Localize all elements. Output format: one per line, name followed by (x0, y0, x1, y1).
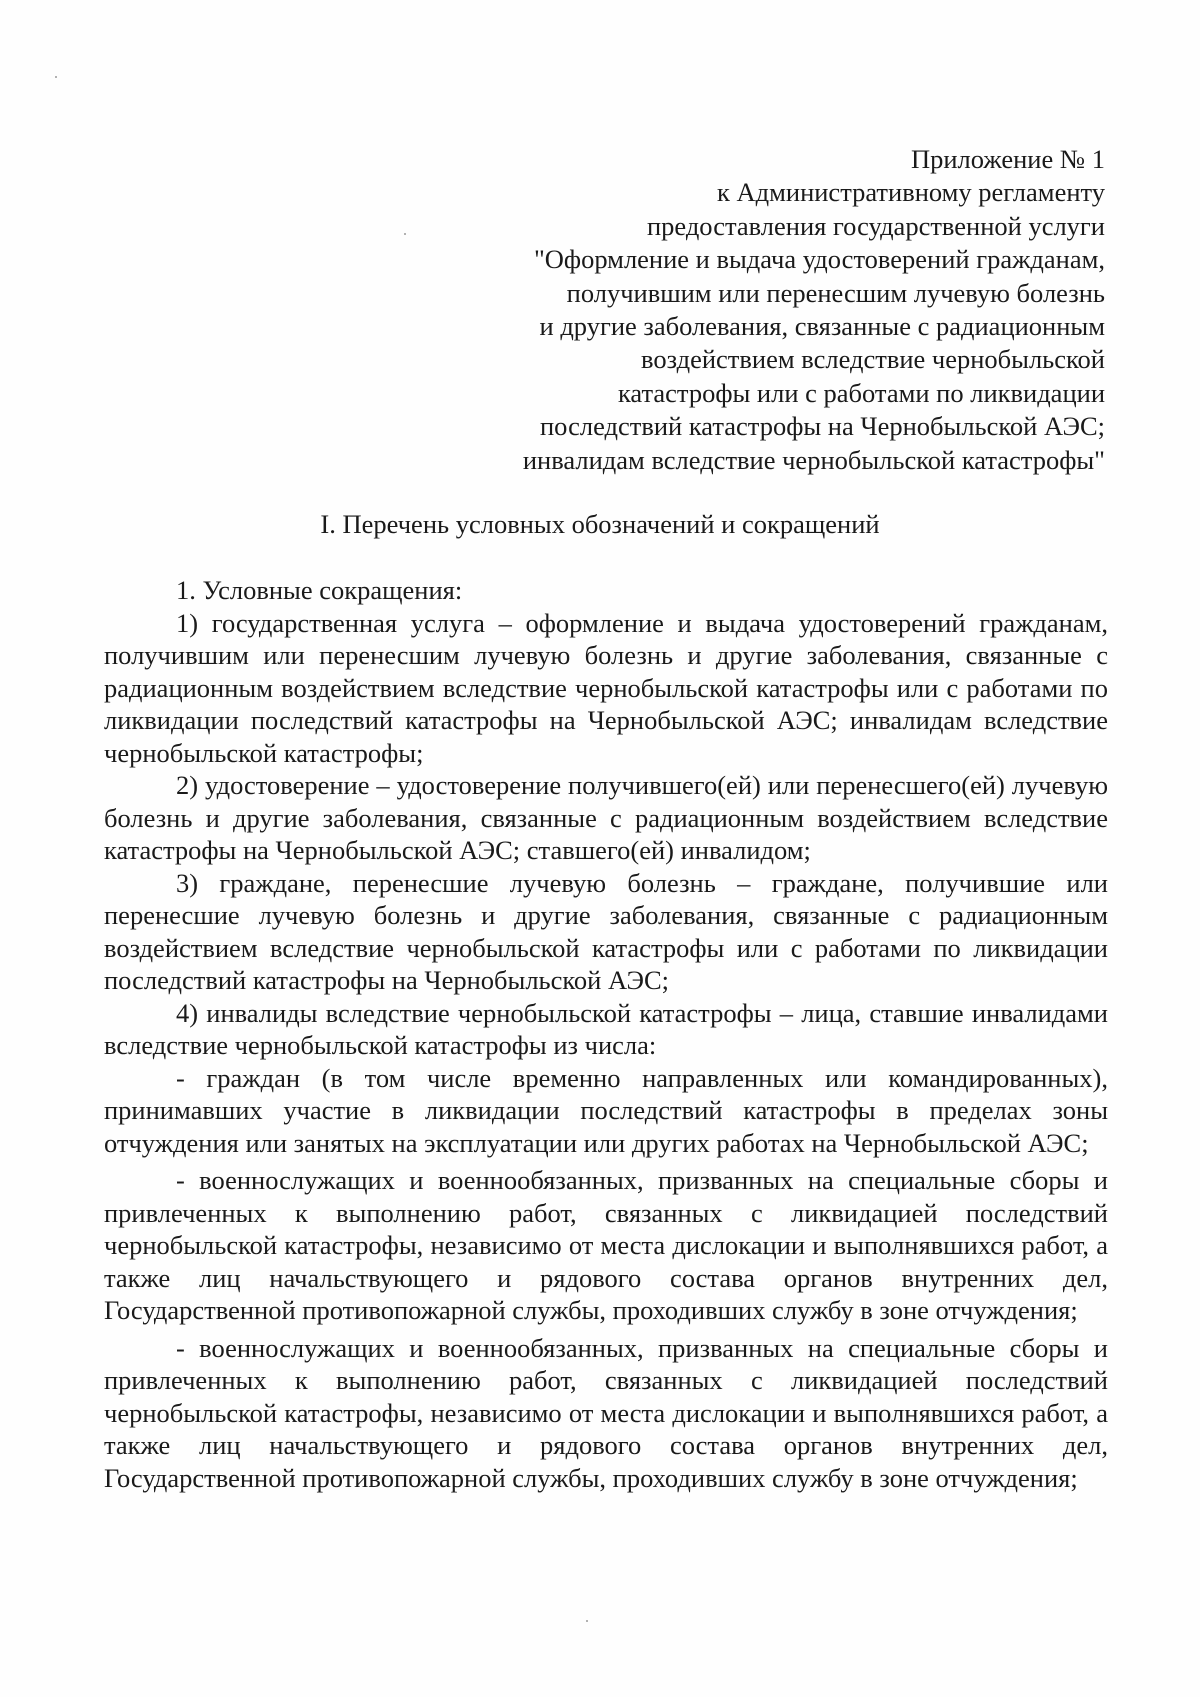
section-heading: I. Перечень условных обозначений и сокращений (320, 509, 880, 539)
appendix-header (405, 143, 1105, 477)
abbreviations-heading: 1. Условные сокращения: (176, 575, 463, 605)
definition-paragraph: 3) граждане, перенесшие лучевую болезнь – граждане, получившие или перенесшие лучевую болезнь и другие заболевания, связанные с радиационным воздействием вследствие чернобыльской катастрофы или с работами по ликвидации последствий катастрофы на Чернобыльской АЭС; (104, 867, 1108, 995)
appendix-header-line: катастрофы или с работами по ликвидации (617, 377, 1105, 408)
document-body (104, 574, 1108, 1494)
appendix-header-line: и другие заболевания, связанные с радиационным (539, 311, 1105, 342)
appendix-header-line: последствий катастрофы на Чернобыльской АЭС; (540, 411, 1105, 442)
appendix-header-line: инвалидам вследствие чернобыльской катастрофы" (522, 444, 1105, 475)
appendix-number: Приложение № 1 (910, 144, 1105, 174)
appendix-header-line: воздействием вследствие чернобыльской (641, 344, 1105, 375)
list-item: - граждан (в том числе временно направленных или командированных), принимавших участие в ликвидации последствий катастрофы в пределах зоны отчуждения или занятых на эксплуатации или других работах на Чернобыльской АЭС; (104, 1062, 1108, 1158)
scan-speck (586, 1620, 588, 1622)
scan-speck (55, 76, 57, 78)
definition-paragraph: 1) государственная услуга – оформление и выдача удостоверений гражданам, получившим или перенесшим лучевую болезнь и другие заболевания, связанные с радиационным воздействием вследствие чернобыльской катастрофы или с работами по ликвидации последствий катастрофы на Чернобыльской АЭС; инвалидам вследствие чернобыльской катастрофы; (104, 607, 1108, 768)
appendix-header-line: "Оформление и выдача удостоверений гражданам, (533, 244, 1105, 275)
appendix-header-line: предоставления государственной услуги (646, 210, 1105, 241)
definition-paragraph: 2) удостоверение – удостоверение получившего(ей) или перенесшего(ей) лучевую болезнь и другие заболевания, связанные с радиационным воздействием вследствие катастрофы на Чернобыльской АЭС; ставшего(ей) инвалидом; (104, 770, 1108, 865)
appendix-header-line: получившим или перенесшим лучевую болезнь (566, 277, 1105, 308)
scan-speck (404, 233, 406, 235)
list-item: - военнослужащих и военнообязанных, призванных на специальные сборы и привлеченных к выполнению работ, связанных с ликвидацией последствий чернобыльской катастрофы, независимо от места дислокации и выполнявшихся работ, а также лиц начальствующего и рядового состава органов внутренних дел, Государственной противопожарной службы, проходивших службу в зоне отчуждения; (104, 1165, 1108, 1325)
list-item: - военнослужащих и военнообязанных, призванных на специальные сборы и привлеченных к выполнению работ, связанных с ликвидацией последствий чернобыльской катастрофы, независимо от места дислокации и выполнявшихся работ, а также лиц начальствующего и рядового состава органов внутренних дел, Государственной противопожарной службы, проходивших службу в зоне отчуждения; (104, 1332, 1108, 1493)
appendix-header-line: к Административному регламенту (717, 177, 1105, 208)
definition-paragraph: 4) инвалиды вследствие чернобыльской катастрофы – лица, ставшие инвалидами вследствие чернобыльской катастрофы из числа: (104, 997, 1108, 1060)
